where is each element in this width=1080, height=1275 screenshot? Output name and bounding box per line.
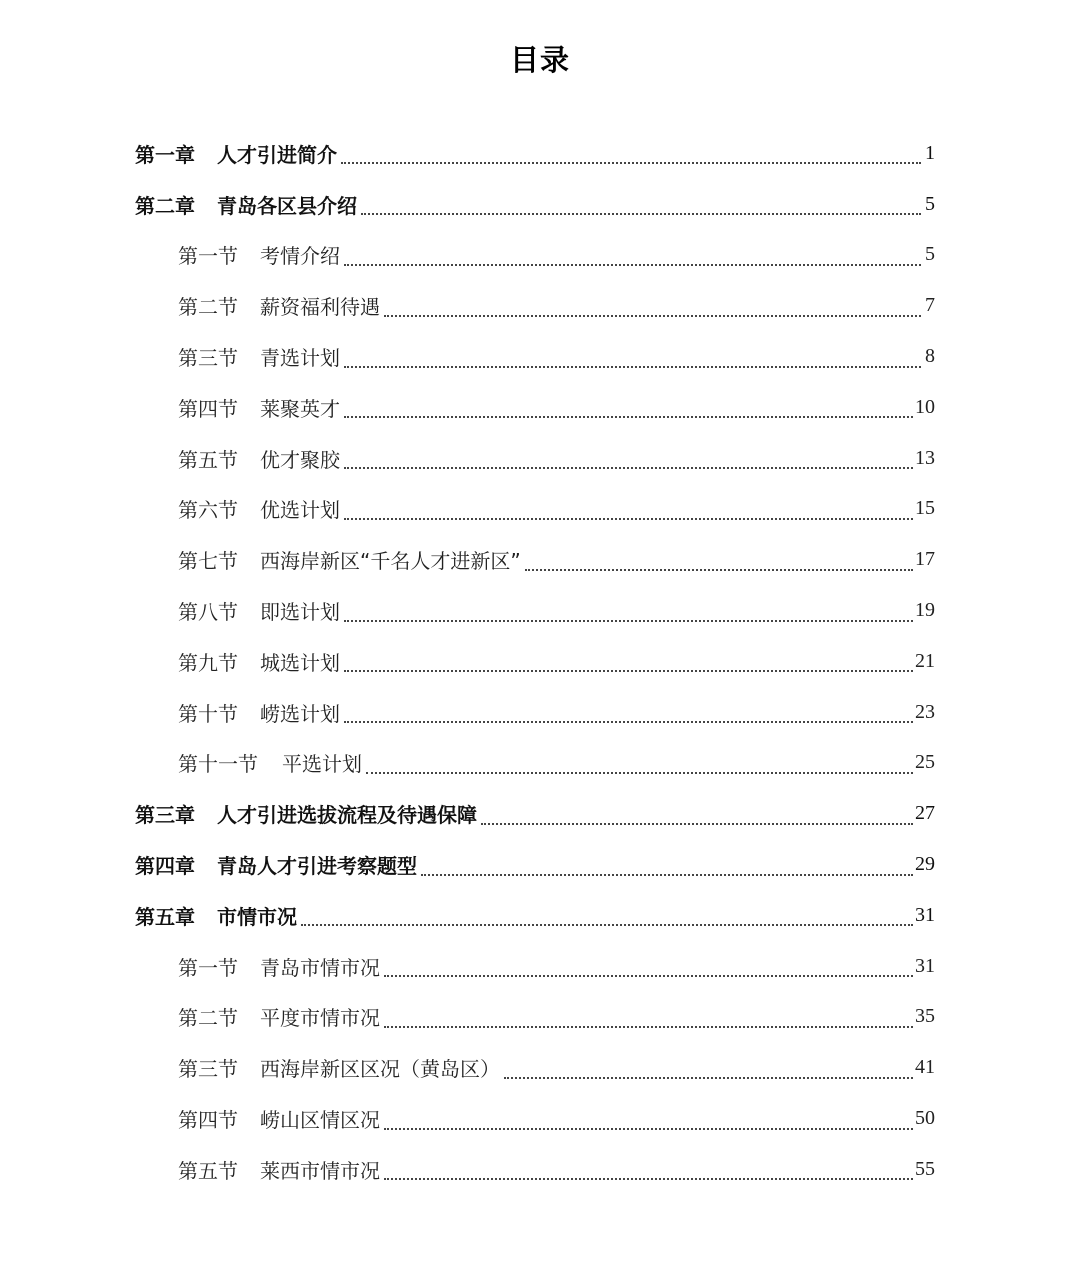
dot-leader — [504, 1077, 913, 1079]
dot-leader — [366, 772, 913, 774]
entry-page-number: 5 — [925, 192, 935, 215]
entry-page-number: 15 — [915, 497, 935, 520]
entry-title: 青岛各区县介绍 — [217, 193, 357, 218]
dot-leader — [344, 518, 913, 520]
toc-entry-section[interactable] — [0, 484, 1080, 535]
entry-page-number: 41 — [915, 1056, 935, 1079]
toc-list — [0, 128, 1080, 1195]
entry-title: 青岛人才引进考察题型 — [217, 854, 417, 879]
entry-title: 平选计划 — [282, 752, 362, 777]
entry-title: 平度市情市况 — [260, 1006, 380, 1031]
toc-entry-section[interactable] — [0, 687, 1080, 738]
entry-number: 第一节 — [178, 244, 238, 269]
entry-number: 第八节 — [178, 600, 238, 625]
entry-page-number: 31 — [915, 954, 935, 977]
dot-leader — [384, 1026, 913, 1028]
entry-page-number: 7 — [925, 294, 935, 317]
entry-number: 第四节 — [178, 396, 238, 421]
toc-entry-section[interactable] — [0, 1144, 1080, 1195]
entry-number: 第三节 — [178, 1057, 238, 1082]
entry-title: 市情市况 — [217, 904, 297, 929]
dot-leader — [421, 874, 913, 876]
entry-title: 人才引进简介 — [217, 142, 337, 167]
entry-number: 第一节 — [178, 955, 238, 980]
entry-number: 第三节 — [178, 346, 238, 371]
toc-entry-chapter[interactable] — [0, 839, 1080, 890]
toc-entry-section[interactable] — [0, 534, 1080, 585]
entry-page-number: 23 — [915, 700, 935, 723]
entry-title: 人才引进选拔流程及待遇保障 — [217, 803, 477, 828]
entry-number: 第四节 — [178, 1108, 238, 1133]
entry-page-number: 17 — [915, 548, 935, 571]
toc-entry-section[interactable] — [0, 230, 1080, 281]
toc-entry-section[interactable] — [0, 992, 1080, 1043]
toc-entry-chapter[interactable] — [0, 788, 1080, 839]
entry-page-number: 55 — [915, 1157, 935, 1180]
entry-title: 优才聚胶 — [260, 447, 340, 472]
toc-entry-section[interactable] — [0, 636, 1080, 687]
entry-title: 莱聚英才 — [260, 396, 340, 421]
toc-entry-section[interactable] — [0, 1042, 1080, 1093]
entry-title: 青选计划 — [260, 346, 340, 371]
dot-leader — [525, 569, 913, 571]
toc-entry-section[interactable] — [0, 1093, 1080, 1144]
entry-number: 第六节 — [178, 498, 238, 523]
dot-leader — [384, 1128, 913, 1130]
entry-title: 薪资福利待遇 — [260, 295, 380, 320]
entry-title: 考情介绍 — [260, 244, 340, 269]
entry-number: 第十节 — [178, 701, 238, 726]
toc-entry-section[interactable] — [0, 433, 1080, 484]
entry-title: 崂山区情区况 — [260, 1108, 380, 1133]
entry-page-number: 8 — [925, 345, 935, 368]
toc-title: 目录 — [509, 43, 570, 77]
entry-title: 崂选计划 — [260, 701, 340, 726]
toc-entry-section[interactable] — [0, 280, 1080, 331]
dot-leader — [341, 162, 921, 164]
entry-number: 第七节 — [178, 549, 238, 574]
entry-page-number: 1 — [925, 141, 935, 164]
dot-leader — [344, 467, 913, 469]
dot-leader — [481, 823, 913, 825]
entry-number: 第二章 — [135, 193, 195, 218]
entry-page-number: 21 — [915, 649, 935, 672]
dot-leader — [384, 1178, 913, 1180]
entry-page-number: 5 — [925, 243, 935, 266]
toc-entry-section[interactable] — [0, 382, 1080, 433]
entry-page-number: 25 — [915, 751, 935, 774]
dot-leader — [344, 670, 913, 672]
dot-leader — [384, 315, 921, 317]
toc-entry-section[interactable] — [0, 331, 1080, 382]
entry-title: 青岛市情市况 — [260, 955, 380, 980]
entry-page-number: 13 — [915, 446, 935, 469]
entry-page-number: 35 — [915, 1005, 935, 1028]
toc-entry-section[interactable] — [0, 738, 1080, 789]
entry-number: 第一章 — [135, 142, 195, 167]
dot-leader — [344, 264, 921, 266]
dot-leader — [384, 975, 913, 977]
entry-number: 第五节 — [178, 1158, 238, 1183]
toc-entry-chapter[interactable] — [0, 890, 1080, 941]
entry-title: 城选计划 — [260, 650, 340, 675]
entry-title: 即选计划 — [260, 600, 340, 625]
entry-number: 第二节 — [178, 1006, 238, 1031]
entry-page-number: 50 — [915, 1107, 935, 1130]
dot-leader — [344, 366, 921, 368]
entry-title: 优选计划 — [260, 498, 340, 523]
entry-number: 第九节 — [178, 650, 238, 675]
toc-entry-section[interactable] — [0, 941, 1080, 992]
entry-page-number: 29 — [915, 853, 935, 876]
entry-number: 第四章 — [135, 854, 195, 879]
toc-entry-chapter[interactable] — [0, 179, 1080, 230]
dot-leader — [344, 416, 913, 418]
dot-leader — [361, 213, 921, 215]
entry-title: 西海岸新区区况（黄岛区） — [260, 1057, 500, 1082]
entry-page-number: 19 — [915, 599, 935, 622]
dot-leader — [344, 620, 913, 622]
dot-leader — [344, 721, 913, 723]
dot-leader — [301, 924, 913, 926]
entry-title: 西海岸新区“千名人才进新区” — [260, 549, 521, 574]
entry-number: 第五章 — [135, 904, 195, 929]
entry-number: 第二节 — [178, 295, 238, 320]
entry-number: 第五节 — [178, 447, 238, 472]
entry-title: 莱西市情市况 — [260, 1158, 380, 1183]
entry-page-number: 31 — [915, 903, 935, 926]
entry-page-number: 27 — [915, 802, 935, 825]
entry-number: 第十一节 — [178, 752, 258, 777]
entry-page-number: 10 — [915, 395, 935, 418]
toc-entry-section[interactable] — [0, 585, 1080, 636]
toc-entry-chapter[interactable] — [0, 128, 1080, 179]
entry-number: 第三章 — [135, 803, 195, 828]
